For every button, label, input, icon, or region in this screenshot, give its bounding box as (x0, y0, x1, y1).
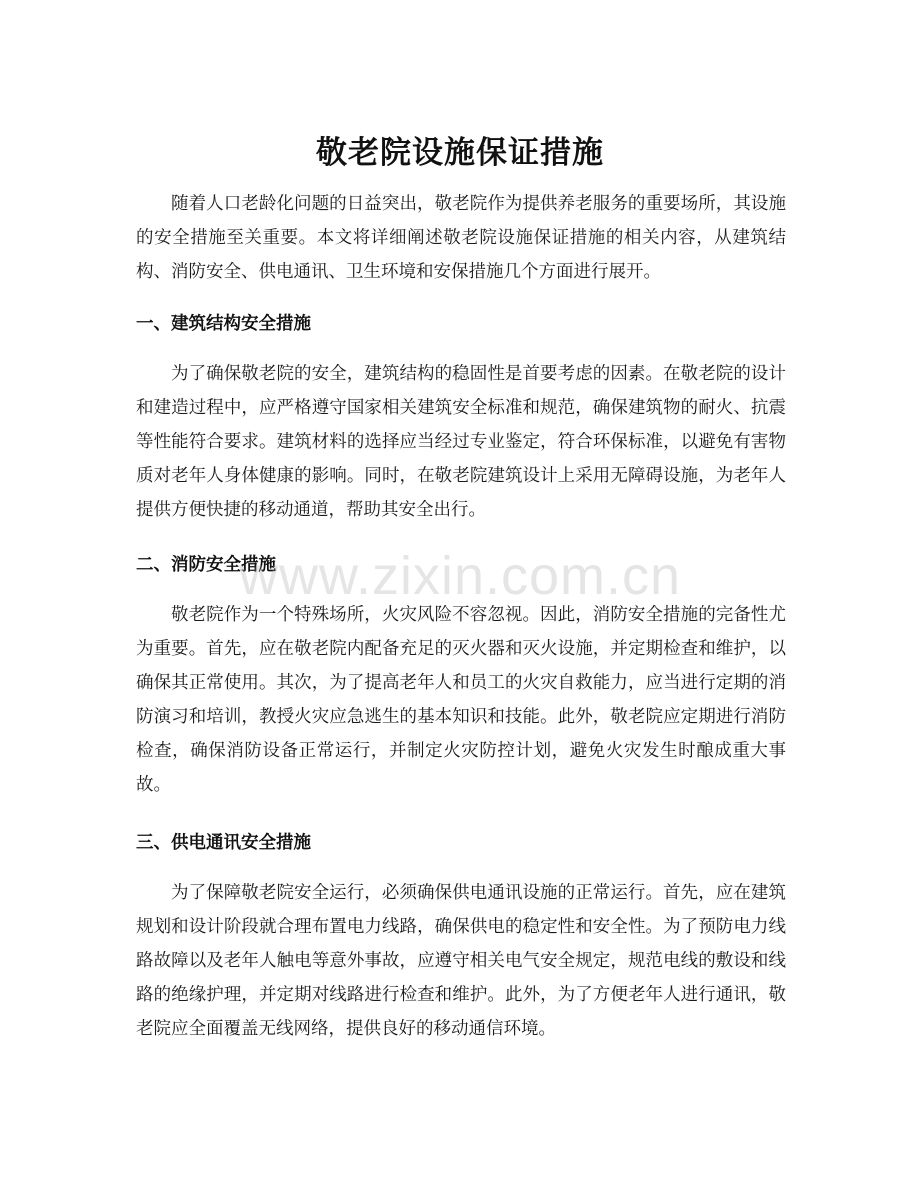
section-heading-power-communication: 三、供电通讯安全措施 (136, 833, 311, 853)
document-title: 敬老院设施保证措施 (316, 134, 604, 171)
section-heading-fire-safety: 二、消防安全措施 (136, 555, 276, 575)
section-body-fire-safety: 敬老院作为一个特殊场所，火灾风险不容忽视。因此，消防安全措施的完备性尤为重要。首先，应在敬老院内配备充足的灭火器和灭火设施，并定期检查和维护，以确保其正常使用。其次，为了提高老年人和员工的火灾自救能力，应当进行定期的消防演习和培训，教授火灾应急逃生的基本知识和技能。此外，敬老院应定期进行消防检查，确保消防设备正常运行，并制定火灾防控计划，避免火灾发生时酿成重大事故。 (136, 605, 786, 795)
section-body-building-structure: 为了确保敬老院的安全，建筑结构的稳固性是首要考虑的因素。在敬老院的设计和建造过程中，应严格遵守国家相关建筑安全标准和规范，确保建筑物的耐火、抗震等性能符合要求。建筑材料的选择应当经过专业鉴定，符合环保标准，以避免有害物质对老年人身体健康的影响。同时，在敬老院建筑设计上采用无障碍设施，为老年人提供方便快捷的移动通道，帮助其安全出行。 (136, 364, 786, 520)
intro-paragraph: 随着人口老龄化问题的日益突出，敬老院作为提供养老服务的重要场所，其设施的安全措施至关重要。本文将详细阐述敬老院设施保证措施的相关内容，从建筑结构、消防安全、供电通讯、卫生环境和安保措施几个方面进行展开。 (136, 194, 786, 282)
section-body-power-communication: 为了保障敬老院安全运行，必须确保供电通讯设施的正常运行。首先，应在建筑规划和设计阶段就合理布置电力线路，确保供电的稳定性和安全性。为了预防电力线路故障以及老年人触电等意外事故，应遵守相关电气安全规定，规范电线的敷设和线路的绝缘护理，并定期对线路进行检查和维护。此外，为了方便老年人进行通讯，敬老院应全面覆盖无线网络，提供良好的移动通信环境。 (136, 883, 786, 1039)
section-heading-building-structure: 一、建筑结构安全措施 (136, 314, 311, 334)
watermark: www.zixin.com.cn (238, 546, 682, 606)
